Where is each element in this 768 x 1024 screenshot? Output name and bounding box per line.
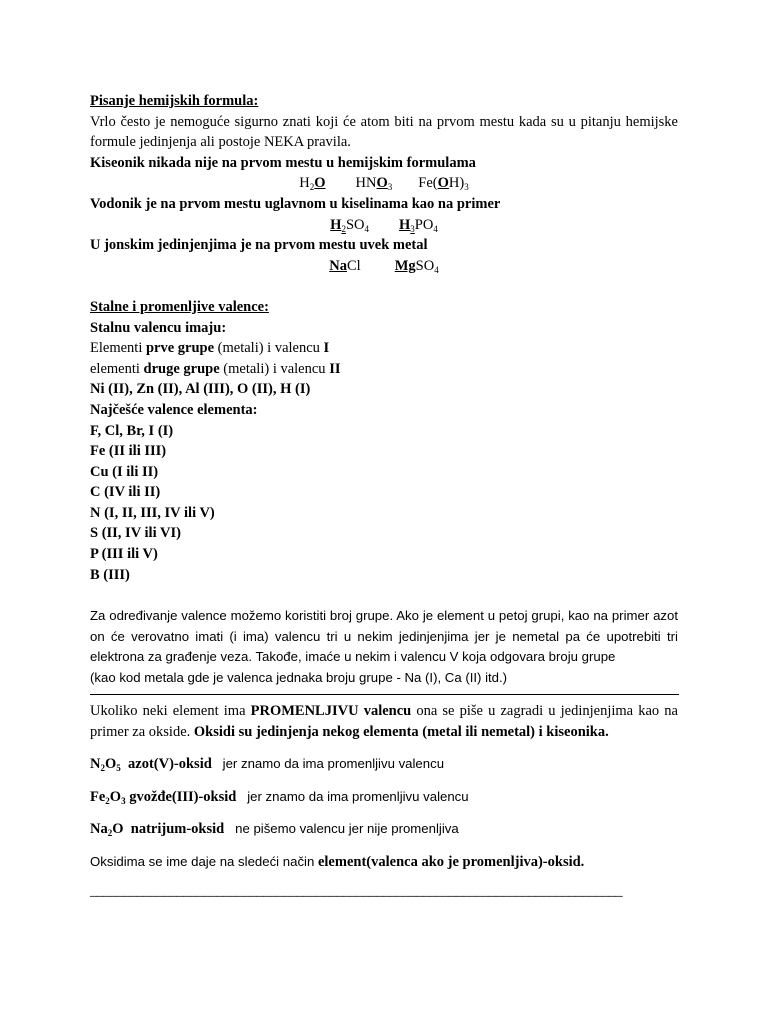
list-item: B (III) xyxy=(90,566,130,583)
document-page xyxy=(90,91,678,901)
bottom-underline-rule: ________________________________________________________________________________ xyxy=(90,882,623,899)
oxide-example-fe2o3: $Fe_2O_3$ gvožđe(III)-oksid jer znamo da ima promenljivu valencu xyxy=(90,788,469,806)
fixed-valence-line-1: Elementi prve grupe (metali) i valencu I xyxy=(90,340,330,357)
group-number-paragraph: Za određivanje valence možemo koristiti broj grupe. Ako je element u petoj grupi, kao na primer azot on će verovatno imati (i ima) valencu tri u nekim jedinjenjima jer je nemetal pa će upotrebiti tri elektrona za građenje veza. Takođe, imaće u nekim i valencu V koja odgovara broju grupe xyxy=(90,607,678,665)
formula-h2o: $H_2O$ xyxy=(299,175,326,193)
variable-valence-paragraph: Ukoliko neki element ima PROMENLJIVU valencu ona se piše u zagradi u jedinjenjima kao na primer za okside. Oksidi su jedinjenja nekog elementa (metal ili nemetal) i kiseonika. xyxy=(90,703,678,740)
list-item: C (IV ili II) xyxy=(90,484,161,501)
formula-row-1 xyxy=(90,173,678,194)
formula-row-2 xyxy=(90,215,678,236)
list-item: Cu (I ili II) xyxy=(90,463,159,480)
fixed-valence-line-2: elementi druge grupe (metali) i valencu II xyxy=(90,360,341,377)
formula-h3po4: $H_3PO_4$ xyxy=(399,216,438,234)
formula-nacl: NaCl xyxy=(329,257,361,274)
divider xyxy=(90,694,679,695)
group-number-paragraph-last: (kao kod metala gde je valenca jednaka broju grupe - Na (I), Ca (II) itd.) xyxy=(90,670,508,686)
formula-hno3: $HNO_3$ xyxy=(355,175,393,193)
oxide-naming-rule: Oksidima se ime daje na sledeći način element(valenca ako je promenljiva)-oksid. xyxy=(90,854,585,870)
formula-row-3 xyxy=(90,256,678,277)
oxide-example-n2o5: $N_2O_5$ azot(V)-oksid jer znamo da ima promenljivu valencu xyxy=(90,756,445,774)
rule-hydrogen: Vodonik je na prvom mestu uglavnom u kiselinama kao na primer xyxy=(90,195,501,212)
fixed-valence-line-3: Ni (II), Zn (II), Al (III), O (II), H (I) xyxy=(90,381,311,398)
intro-paragraph: Vrlo često je nemoguće sigurno znati koji će atom biti na prvom mestu kada su u pitanju hemijske formule jedinjenja ali postoje NEKA pravila. xyxy=(90,113,678,151)
rule-oxygen: Kiseonik nikada nije na prvom mestu u hemijskim formulama xyxy=(90,154,476,171)
common-valences-title: Najčešće valence elementa: xyxy=(90,401,258,418)
valence-list xyxy=(90,421,678,586)
formula-mgso4: MgSO$_4$ xyxy=(394,257,439,275)
formula-h2so4: $H_2SO_4$ xyxy=(330,216,369,234)
subtitle-fixed-valence: Stalnu valencu imaju: xyxy=(90,319,227,336)
section-title-valences: Stalne i promenljive valence: xyxy=(90,298,269,315)
list-item: Fe (II ili III) xyxy=(90,443,167,460)
formula-feoh3: $Fe(OH)_3$ xyxy=(418,175,469,193)
list-item: S (II, IV ili VI) xyxy=(90,525,181,542)
rule-ionic: U jonskim jedinjenjima je na prvom mestu uvek metal xyxy=(90,237,428,254)
list-item: P (III ili V) xyxy=(90,546,158,563)
list-item: N (I, II, III, IV ili V) xyxy=(90,504,215,521)
oxide-example-na2o: $Na_2O$ natrijum-oksid ne pišemo valencu jer nije promenljiva xyxy=(90,821,459,839)
list-item: F, Cl, Br, I (I) xyxy=(90,422,174,439)
section-title-formulas: Pisanje hemijskih formula: xyxy=(90,93,259,109)
